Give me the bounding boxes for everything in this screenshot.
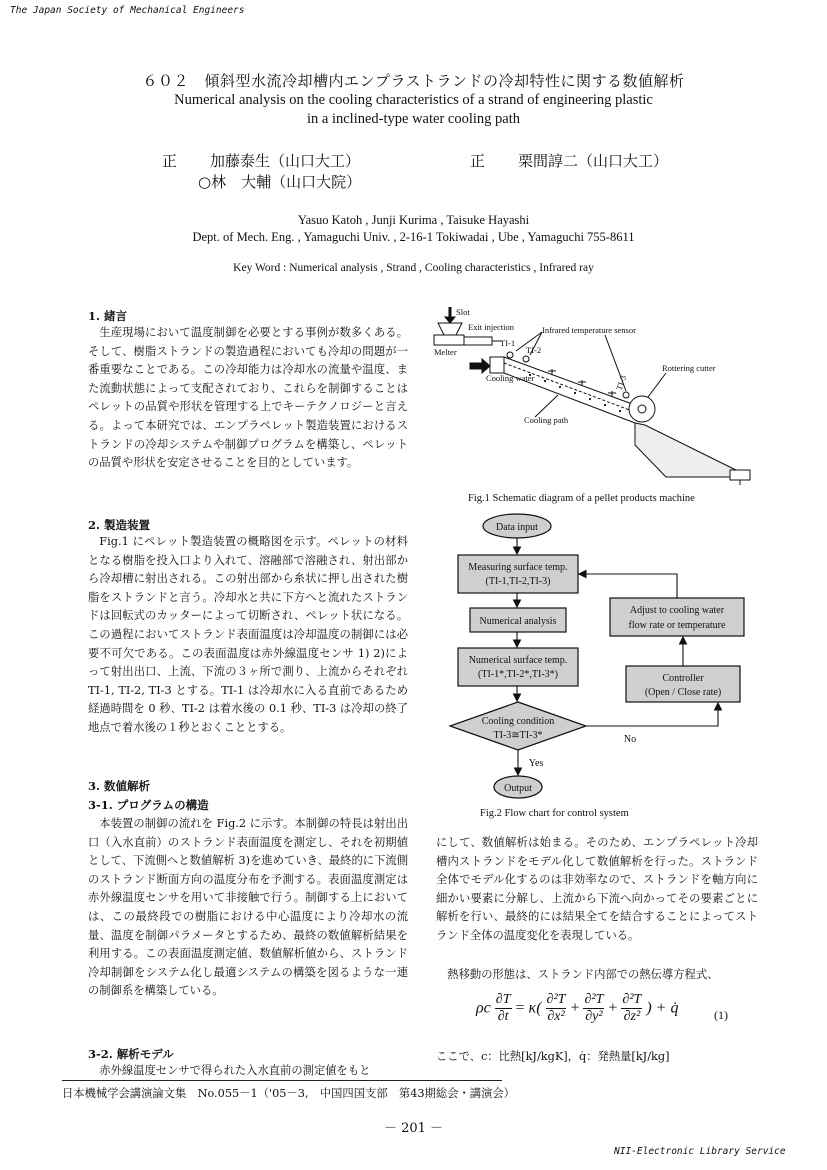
fc-output: Output — [504, 783, 532, 794]
title-english-line1: Numerical analysis on the cooling characteristics of a strand of engineering plastic — [174, 92, 653, 108]
fc-numsurf-1: Numerical surface temp. — [468, 655, 568, 666]
section-3-heading: 3. 数値解析 — [88, 779, 151, 793]
figure-1-caption: Fig.1 Schematic diagram of a pellet products machine — [468, 493, 695, 504]
fig1-label-cutter: Rottering cutter — [662, 363, 716, 373]
library-footer: NII-Electronic Library Service — [614, 1146, 786, 1157]
fig1-label-melter: Melter — [434, 347, 457, 357]
fig1-label-slot: Slot — [456, 307, 470, 317]
fc-yes: Yes — [528, 758, 544, 769]
section-1-body: 生産現場において温度制御を必要とする事例が数多くある。そして、樹脂ストランドの製造過程においても冷却の問題が一番重要なことである。この冷却能力は冷却水の流量や温度、また流動状態によって支配されており、これらを制御することはペレットの品質や形状を管理する上でキーテクノロジーと言える。よって本研究では、エンプラペレット製造装置におけるストランドの冷却システムや制御プログラムを構築し、ペレットの品質や形状を安定させることを目的としています。 — [88, 326, 408, 470]
title-english-line2: in a inclined-type water cooling path — [307, 111, 520, 127]
page-number: － 201 － — [383, 1121, 444, 1136]
fig1-label-water: Cooling water — [486, 373, 535, 383]
title-japanese: ６０２ 傾斜型水流冷却槽内エンプラストランドの冷却特性に関する数値解析 — [142, 72, 685, 90]
fc-measure-node — [458, 555, 578, 593]
fc-measure-2: (TI-1,TI-2,TI-3) — [485, 576, 551, 587]
fc-no: No — [623, 734, 637, 745]
section-2-body: Fig.1 にペレット製造装置の概略図を示す。ペレットの材料となる樹脂を投入口より入れて、溶融部で溶融され、射出部から冷却槽に射出される。この射出部から糸状に押し出された樹脂をストランドと言う。冷却水と共に下方へと流れたストランドは回転式のカッターによって切断され、ペレット状になる。この過程においてストランド表面温度は冷却温度の制御には必要不可欠である。この表面温度は赤外線温度センサ 1) 2)によって射出出口、上流、下流の３ヶ所で測り、上流からそれぞれ TI-1, TI-2, TI-3 とする。TI-1 は冷却水に入る直前であるため経過時間を 0 秒、TI-2 は着水後の 0.1 秒、TI-3 は冷却の終了地点で着水後の１秒とおくこととする。 — [88, 535, 408, 734]
fc-cond-2: TI-3≅TI-3* — [493, 730, 543, 741]
figure-1-schematic — [430, 305, 760, 485]
section-1-heading: 1. 緒言 — [88, 309, 128, 323]
fc-measure-1: Measuring surface temp. — [468, 562, 568, 573]
footer-rule — [62, 1080, 502, 1081]
fig1-label-ti3: TI-3 — [613, 373, 629, 392]
heat-equation: ρc $\frac{\partial T}{\partial t}$ = κ( $\frac{\text{∂²T}}{\text{∂x²}}$ + $\frac{\text{∂²T}}{\text{∂y²}}$ + $\frac{\text{∂²T}}{\text{∂z²}}$ ) + q̇ — [476, 992, 679, 1024]
fig1-label-ti1: TI-1 — [500, 338, 516, 348]
affiliation: Dept. of Mech. Eng. , Yamaguchi Univ. , 2-16-1 Tokiwadai , Ube , Yamaguchi 755-8611 — [192, 230, 635, 244]
fig1-label-exit: Exit injection — [468, 322, 515, 332]
fig1-label-path: Cooling path — [524, 415, 569, 425]
proceedings-footer: 日本機械学会講演論文集 No.055－1（'05－3, 中国四国支部 第43期総会・講演会） — [62, 1087, 515, 1100]
fig1-label-sensor: Infrared temperature sensor — [542, 325, 636, 335]
fc-controller-2: (Open / Close rate) — [644, 687, 722, 698]
fc-numsurf-node — [458, 648, 578, 686]
section-3-2-body: 赤外線温度センサで得られた入水直前の測定値をもと — [99, 1064, 371, 1077]
journal-header: The Japan Society of Mechanical Engineers — [10, 5, 245, 16]
fc-cond-1: Cooling condition — [481, 716, 555, 727]
author-mark-2: 正 — [470, 152, 486, 170]
fc-adjust-1: Adjust to cooling water — [629, 605, 725, 616]
fc-controller-1: Controller — [662, 673, 704, 684]
right-column-body: にして、数値解析は始まる。そのため、エンプラペレット冷却槽内ストランドをモデル化して数値解析を行った。ストランド全体でモデル化するのは非効率なので、ストランドを軸方向に細かい要素に分解し、上流から下流へ向かってその要素ごとに解析を行い、最終的には結果全てを結合することによってストランド全体の温度変化を表現している。 — [436, 836, 758, 942]
keywords: Key Word : Numerical analysis , Strand , Cooling characteristics , Infrared ray — [233, 262, 594, 274]
equation-number: (1) — [714, 1008, 728, 1022]
author-2: 栗間諄二（山口大工） — [518, 152, 669, 170]
section-3-1-body: 本装置の制御の流れを Fig.2 に示す。本制御の特長は射出出口（入水直前）のストランド表面温度を測定し、それを初期値として、下流側へと数値解析 3)を進めていき、最終的に下流側のストランド断面方向の温度分布を予測する。表面温度測定は赤外線温度センサを用いて非接触で行う。制御する上においては、この最終段での樹脂における中心温度により冷却水の流量、温度を制御パラメータとするため、最終の数値解析結果を利用する。この表面温度測定値、数値解析値から、ストランド冷却制御をシステム化し最適システムの構築を図るような一連の制御系を構築している。 — [88, 817, 408, 998]
figure-2-flowchart — [440, 510, 770, 800]
section-2-heading: 2. 製造装置 — [88, 518, 151, 532]
fc-numerical: Numerical analysis — [479, 616, 557, 627]
fc-data-input: Data input — [496, 522, 538, 533]
section-3-2-heading: 3-2. 解析モデル — [88, 1047, 174, 1061]
figure-2-caption: Fig.2 Flow chart for control system — [480, 808, 629, 819]
author-mark-1: 正 — [162, 152, 178, 170]
author-1: 加藤泰生（山口大工） — [210, 152, 361, 170]
right-column-body-2: 熱移動の形態は、ストランド内部での熱伝導方程式、 — [447, 968, 719, 981]
fig1-label-ti2: TI-2 — [526, 345, 542, 355]
section-3-1-heading: 3-1. プログラムの構造 — [88, 798, 209, 812]
author-3: ○林 大輔（山口大院） — [198, 173, 362, 191]
fc-adjust-2: flow rate or temperature — [628, 620, 726, 631]
equation-note: ここで、c：比熱[kJ/kgK]，q̇：発熱量[kJ/kg] — [436, 1050, 670, 1063]
author-names-en: Yasuo Katoh , Junji Kurima , Taisuke Hayashi — [297, 213, 530, 227]
fc-numsurf-2: (TI-1*,TI-2*,TI-3*) — [478, 669, 558, 680]
